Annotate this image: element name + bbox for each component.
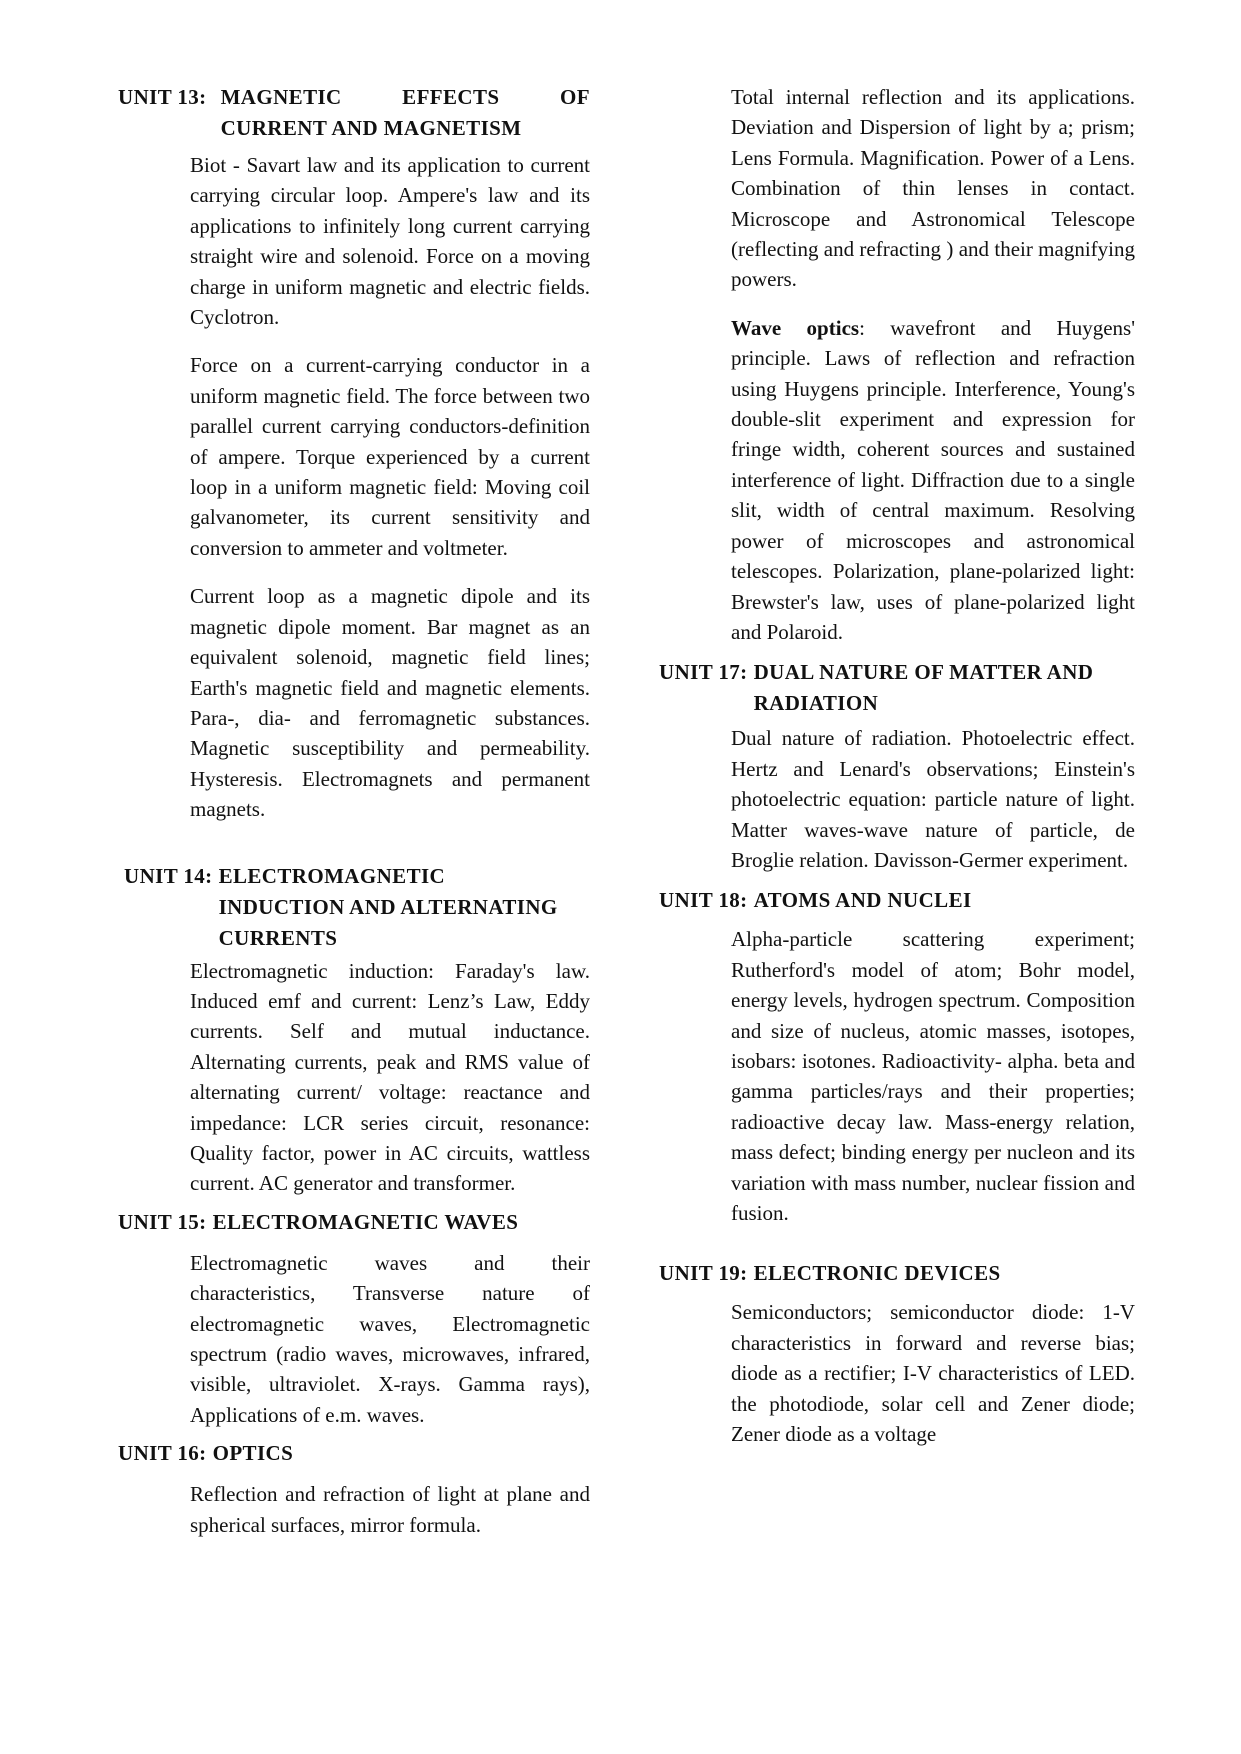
unit-19-paragraph-1: Semiconductors; semiconductor diode: 1-V characteristics in forward and reverse bias; diode as a rectifier; I-V characteristics of LED. the photodiode, solar cell and Zener diode; Zener diode as a voltage: [731, 1300, 1135, 1447]
unit-16-number: UNIT 16:: [118, 1441, 207, 1466]
unit-17-paragraph-1: Dual nature of radiation. Photoelectric effect. Hertz and Lenard's observations; Einstein's photoelectric equation: particle nature of light. Matter waves-wave nature of particle, de Broglie relation. Davisson-Germer experiment.: [731, 726, 1135, 872]
left-column: [118, 82, 590, 1540]
unit-13-paragraph-3: Current loop as a magnetic dipole and its magnetic dipole moment. Bar magnet as an equivalent solenoid, magnetic field lines; Earth's magnetic field and magnetic elements. Para-, dia- and ferromagnetic substances. Magnetic susceptibility and permeability. Hysteresis. Electromagnets and permanent magnets.: [190, 584, 590, 822]
unit-15-section: [118, 1207, 590, 1430]
unit-14-number: UNIT 14:: [124, 863, 213, 888]
wave-optics-text: : wavefront and Huygens' principle. Laws of reflection and refraction using Huygens principle. Interference, Young's double-slit experiment and expression for fringe width, coherent sources and sustained interference of light. Diffraction due to a single slit, width of central maximum. Resolving power of microscopes and astronomical telescopes. Polarization, plane-polarized light: Brewster's law, uses of plane-polarized light and Polaroid.: [731, 315, 1135, 644]
unit-13-number: UNIT 13:: [118, 85, 207, 109]
optics-continued-paragraph: Total internal reflection and its applications. Deviation and Dispersion of light by a; prism; Lens Formula. Magnification. Power of a Lens. Combination of thin lenses in contact. Microscope and Astronomical Telescope (reflecting and refracting ) and their magnifying powers.: [731, 85, 1135, 292]
wave-optics-paragraph: [731, 313, 1135, 647]
unit-14-paragraph-1: Electromagnetic induction: Faraday's law. Induced emf and current: Lenz’s Law, Eddy currents. Self and mutual inductance. Alternating currents, peak and RMS value of alternating current/ voltage: reactance and impedance: LCR series circuit, resonance: Quality factor, power in AC circuits, wattless current. AC generator and transformer.: [190, 958, 590, 1196]
unit-16-title: OPTICS: [212, 1441, 294, 1466]
wave-optics-lead: Wave optics: [731, 315, 860, 340]
unit-18-heading: [659, 885, 1135, 916]
unit-18-title: ATOMS AND NUCLEI: [753, 888, 972, 913]
unit-15-heading: [118, 1207, 590, 1238]
unit-16-section: [118, 1438, 590, 1540]
unit-19-heading: [659, 1258, 1135, 1289]
right-column: [659, 82, 1135, 1449]
unit-17-title: DUAL NATURE OF MATTER AND RADIATION: [753, 660, 1094, 716]
unit-13-section: [118, 82, 590, 825]
unit-13-paragraph-2: Force on a current-carrying conductor in a uniform magnetic field. The force between two parallel current carrying conductors-definition of ampere. Torque experienced by a current loop in a uniform magnetic field: Moving coil galvanometer, its current sensitivity and conversion to ammeter and voltmeter.: [190, 353, 590, 560]
unit-18-paragraph-1: Alpha-particle scattering experiment; Rutherford's model of atom; Bohr model, energy levels, hydrogen spectrum. Composition and size of nucleus, atomic masses, isotopes, isobars: isotones. Radioactivity- alpha. beta and gamma particles/rays and their properties; radioactive decay law. Mass-energy relation, mass defect; binding energy per nucleon and its variation with mass number, nuclear fission and fusion.: [731, 927, 1135, 1225]
unit-16-heading: [118, 1438, 590, 1469]
unit-14-heading: [118, 861, 590, 954]
unit-13-title: MAGNETIC EFFECTS OF CURRENT AND MAGNETISM: [220, 85, 590, 140]
unit-17-section: [659, 657, 1135, 875]
unit-17-heading: [659, 657, 1135, 719]
unit-15-number: UNIT 15:: [118, 1209, 207, 1234]
unit-19-number: UNIT 19:: [659, 1261, 748, 1286]
unit-19-section: [659, 1258, 1135, 1449]
unit-13-heading: [118, 82, 590, 144]
unit-14-title: ELECTROMAGNETIC INDUCTION AND ALTERNATING CURRENTS: [218, 863, 558, 950]
unit-18-section: [659, 885, 1135, 1228]
unit-15-paragraph-1: Electromagnetic waves and their characteristics, Transverse nature of electromagnetic waves, Electromagnetic spectrum (radio waves, microwaves, infrared, visible, ultraviolet. X-rays. Gamma rays), Applications of e.m. waves.: [190, 1250, 590, 1427]
unit-13-paragraph-1: Biot - Savart law and its application to current carrying circular loop. Ampere's law and its applications to infinitely long current carrying straight wire and solenoid. Force on a moving charge in uniform magnetic and electric fields. Cyclotron.: [190, 153, 590, 330]
unit-19-title: ELECTRONIC DEVICES: [753, 1261, 1001, 1286]
unit-14-section: [118, 861, 590, 1199]
unit-15-title: ELECTROMAGNETIC WAVES: [212, 1209, 519, 1234]
unit-17-number: UNIT 17:: [659, 660, 748, 685]
unit-16-paragraph-1: Reflection and refraction of light at plane and spherical surfaces, mirror formula.: [190, 1482, 590, 1537]
optics-continued-section: [659, 82, 1135, 647]
unit-18-number: UNIT 18:: [659, 888, 748, 913]
